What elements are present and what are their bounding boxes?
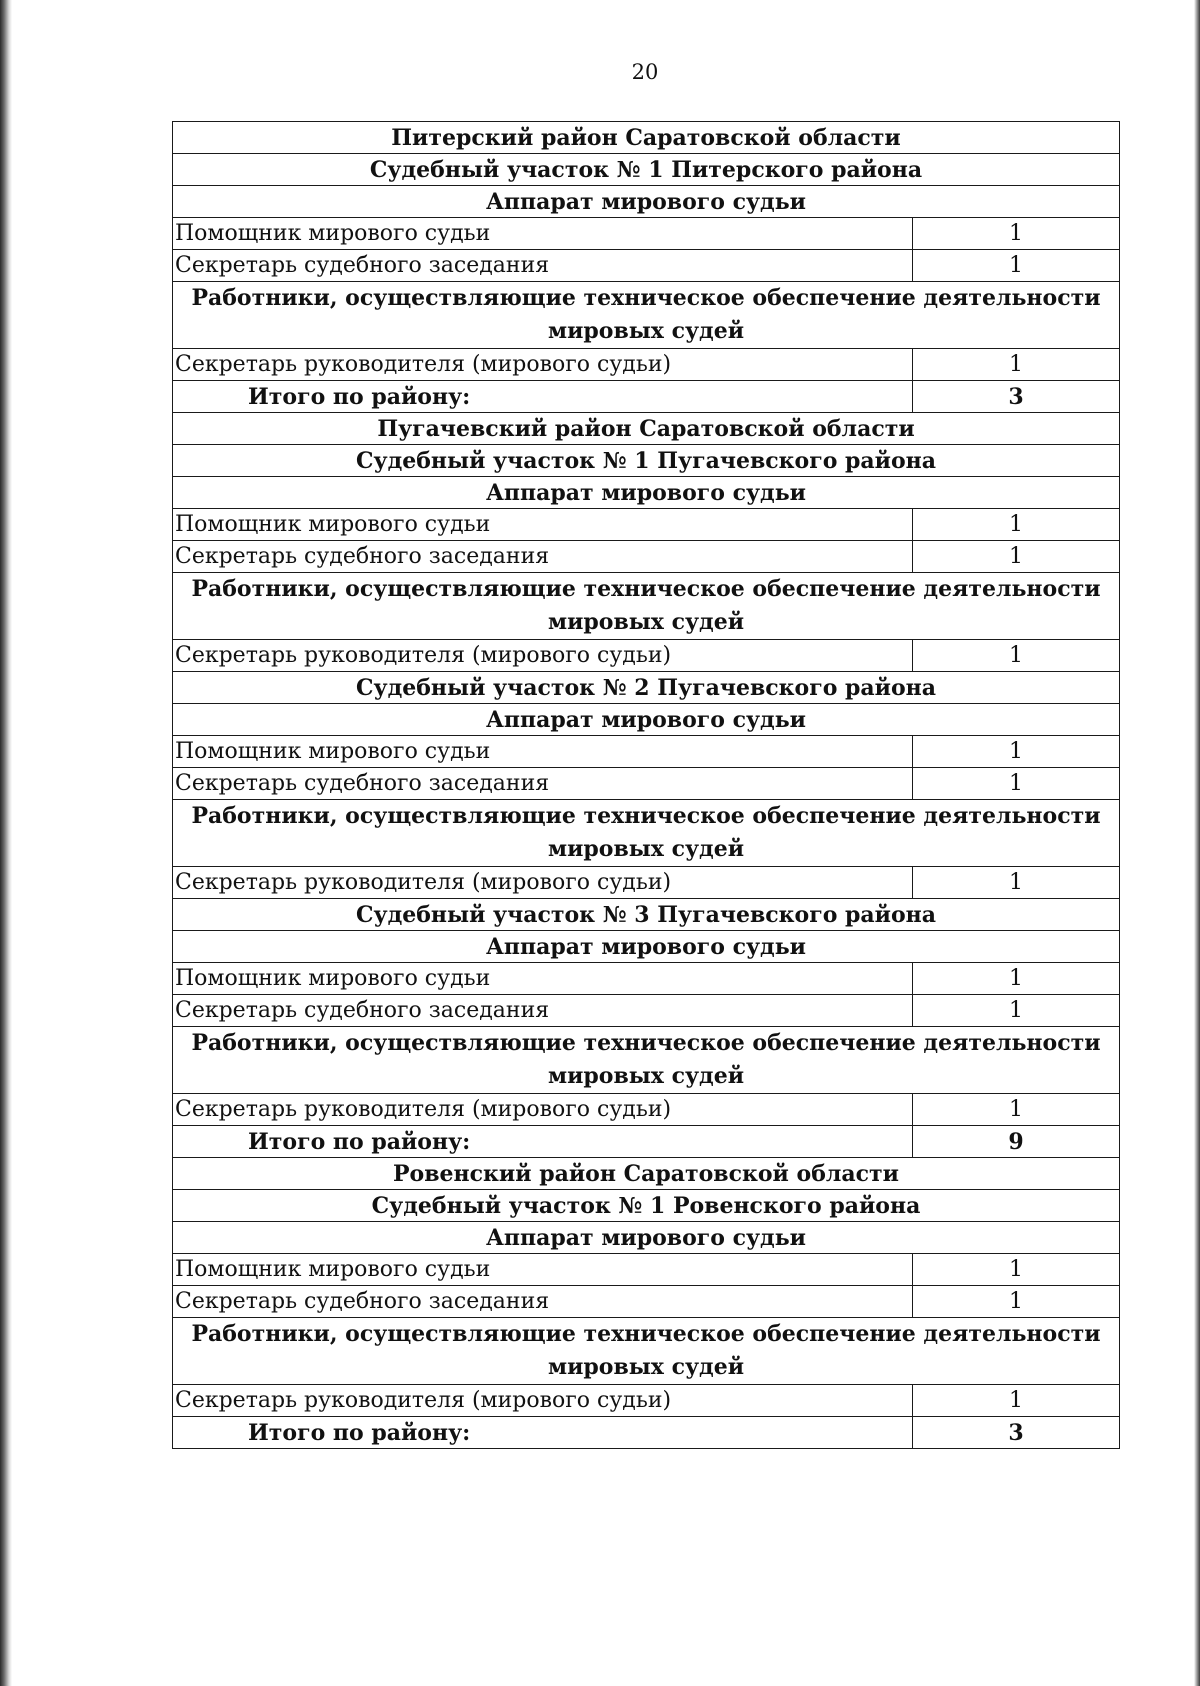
section-header: Питерский район Саратовской области — [173, 122, 1120, 154]
position-title: Помощник мирового судьи — [173, 509, 913, 541]
section-header: Судебный участок № 1 Питерского района — [173, 154, 1120, 186]
section-header: Аппарат мирового судьи — [173, 704, 1120, 736]
section-header-row — [173, 931, 1120, 963]
section-header-row — [173, 800, 1120, 867]
section-header-row — [173, 282, 1120, 349]
section-header: Судебный участок № 1 Ровенского района — [173, 1190, 1120, 1222]
position-row — [173, 218, 1120, 250]
section-header: Судебный участок № 2 Пугачевского района — [173, 672, 1120, 704]
position-row — [173, 1385, 1120, 1417]
position-count: 1 — [913, 1385, 1120, 1417]
section-header: Судебный участок № 1 Пугачевского района — [173, 445, 1120, 477]
section-header: Пугачевский район Саратовской области — [173, 413, 1120, 445]
section-header-row — [173, 186, 1120, 218]
section-header-row — [173, 672, 1120, 704]
position-title: Помощник мирового судьи — [173, 218, 913, 250]
staff-table-body — [173, 122, 1120, 1449]
section-header: Аппарат мирового судьи — [173, 477, 1120, 509]
position-row — [173, 867, 1120, 899]
position-count: 1 — [913, 1254, 1120, 1286]
position-title: Секретарь судебного заседания — [173, 1286, 913, 1318]
position-title: Секретарь судебного заседания — [173, 250, 913, 282]
position-title: Секретарь судебного заседания — [173, 541, 913, 573]
position-title: Помощник мирового судьи — [173, 963, 913, 995]
position-count: 1 — [913, 349, 1120, 381]
section-header-row — [173, 573, 1120, 640]
position-title: Секретарь руководителя (мирового судьи) — [173, 1385, 913, 1417]
staff-table — [172, 121, 1120, 1449]
position-count: 1 — [913, 1094, 1120, 1126]
scan-edge-right — [1194, 0, 1200, 1686]
position-count: 1 — [913, 640, 1120, 672]
position-row — [173, 963, 1120, 995]
position-count: 1 — [913, 963, 1120, 995]
section-header-row — [173, 1318, 1120, 1385]
section-header: Работники, осуществляющие техническое обеспечение деятельности мировых судей — [173, 282, 1120, 349]
district-total-row — [173, 1417, 1120, 1449]
section-header: Судебный участок № 3 Пугачевского района — [173, 899, 1120, 931]
position-row — [173, 509, 1120, 541]
position-row — [173, 250, 1120, 282]
position-row — [173, 640, 1120, 672]
position-title: Секретарь руководителя (мирового судьи) — [173, 867, 913, 899]
position-row — [173, 995, 1120, 1027]
section-header-row — [173, 154, 1120, 186]
total-count: 3 — [913, 1417, 1120, 1449]
section-header-row — [173, 413, 1120, 445]
position-count: 1 — [913, 509, 1120, 541]
section-header-row — [173, 477, 1120, 509]
section-header: Работники, осуществляющие техническое обеспечение деятельности мировых судей — [173, 1318, 1120, 1385]
page-number: 20 — [631, 60, 659, 84]
section-header-row — [173, 1027, 1120, 1094]
position-row — [173, 736, 1120, 768]
total-label: Итого по району: — [173, 1417, 913, 1449]
position-row — [173, 768, 1120, 800]
section-header-row — [173, 1158, 1120, 1190]
section-header: Работники, осуществляющие техническое обеспечение деятельности мировых судей — [173, 800, 1120, 867]
section-header-row — [173, 899, 1120, 931]
total-label: Итого по району: — [173, 1126, 913, 1158]
scan-edge-left — [0, 0, 12, 1686]
section-header: Аппарат мирового судьи — [173, 186, 1120, 218]
section-header-row — [173, 445, 1120, 477]
district-total-row — [173, 1126, 1120, 1158]
district-total-row — [173, 381, 1120, 413]
position-title: Помощник мирового судьи — [173, 1254, 913, 1286]
position-title: Секретарь судебного заседания — [173, 995, 913, 1027]
section-header-row — [173, 704, 1120, 736]
position-count: 1 — [913, 736, 1120, 768]
position-row — [173, 1254, 1120, 1286]
section-header: Аппарат мирового судьи — [173, 931, 1120, 963]
position-row — [173, 541, 1120, 573]
position-count: 1 — [913, 541, 1120, 573]
total-label: Итого по району: — [173, 381, 913, 413]
position-title: Секретарь руководителя (мирового судьи) — [173, 1094, 913, 1126]
section-header-row — [173, 1222, 1120, 1254]
position-count: 1 — [913, 995, 1120, 1027]
total-count: 9 — [913, 1126, 1120, 1158]
section-header: Работники, осуществляющие техническое обеспечение деятельности мировых судей — [173, 1027, 1120, 1094]
position-title: Секретарь судебного заседания — [173, 768, 913, 800]
position-count: 1 — [913, 768, 1120, 800]
position-count: 1 — [913, 218, 1120, 250]
position-title: Помощник мирового судьи — [173, 736, 913, 768]
position-row — [173, 1094, 1120, 1126]
total-count: 3 — [913, 381, 1120, 413]
position-count: 1 — [913, 867, 1120, 899]
section-header-row — [173, 122, 1120, 154]
position-row — [173, 1286, 1120, 1318]
section-header: Аппарат мирового судьи — [173, 1222, 1120, 1254]
position-row — [173, 349, 1120, 381]
section-header: Ровенский район Саратовской области — [173, 1158, 1120, 1190]
section-header-row — [173, 1190, 1120, 1222]
position-count: 1 — [913, 250, 1120, 282]
position-title: Секретарь руководителя (мирового судьи) — [173, 349, 913, 381]
position-count: 1 — [913, 1286, 1120, 1318]
section-header: Работники, осуществляющие техническое обеспечение деятельности мировых судей — [173, 573, 1120, 640]
position-title: Секретарь руководителя (мирового судьи) — [173, 640, 913, 672]
